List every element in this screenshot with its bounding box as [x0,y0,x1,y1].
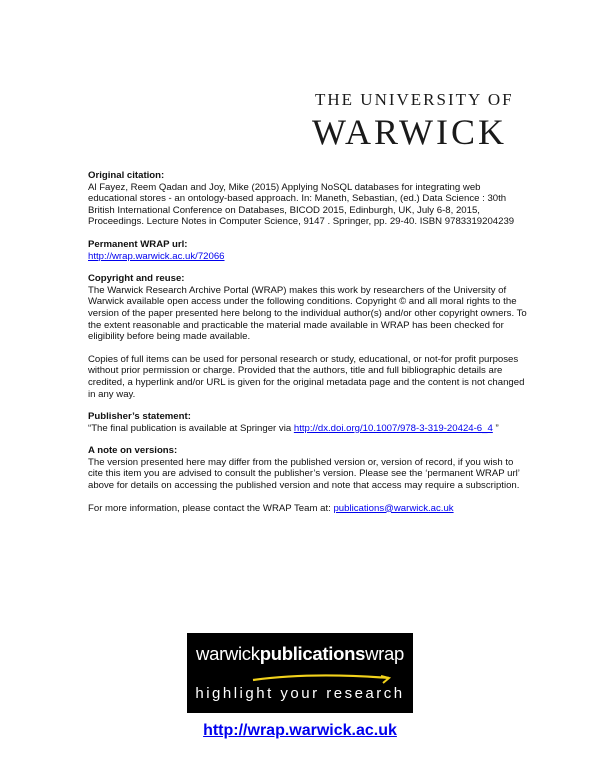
publisher-statement-text [88,423,528,435]
wrap-banner-logo [187,633,413,713]
permanent-url-title: Permanent WRAP url: [88,238,188,250]
contact-text [88,503,528,515]
banner-title-part3: wrap [365,643,404,664]
footer-wrap-link[interactable]: http://wrap.warwick.ac.uk [203,722,397,739]
copyright-title: Copyright and reuse: [88,273,185,285]
publisher-doi-link[interactable]: http://dx.doi.org/10.1007/978-3-319-20424-6_4 [293,422,493,434]
document-body [88,170,528,514]
banner-title [187,643,413,665]
citation-title: Original citation: [88,170,165,181]
logo-top-text: THE UNIVERSITY OF [315,90,514,109]
logo-main-text: WARWICK [312,112,507,152]
publisher-statement-title: Publisher’s statement: [88,411,191,423]
banner-tagline: highlight your research [195,685,405,702]
versions-note-text: The version presented here may differ from the published version or, version of record, if you wish to cite this item you are advised to consult the publisher’s version. Please see the ‘permanent WRAP url’ above for details on accessing the published version and note that access may require a subscription. [88,456,520,492]
banner-title-part2: publications [259,643,366,664]
university-logo [312,90,522,151]
copyright-paragraph-1: The Warwick Research Archive Portal (WRAP) makes this work by researchers of the University of Warwick available open access under the following conditions. Copyright © and all moral rights to the version of the paper presented here belong to the individual author(s) and/or other copyright owners. To the extent reasonable and practicable the material made available in WRAP has been checked for eligibility before being made available. [88,284,527,343]
footer [0,722,600,740]
copyright-paragraph-2: Copies of full items can be used for personal research or study, educational, or not-for profit purposes without prior permission or charge. Provided that the authors, title and full bibliographic details are credited, a hyperlink and/or URL is given for the original metadata page and the content is not changed in any way. [88,353,525,400]
publisher-statement-prefix: “The final publication is available at Springer via [88,422,294,434]
contact-prefix: For more information, please contact the WRAP Team at: [88,502,334,514]
publisher-statement-suffix: ” [492,422,499,434]
banner-title-part1: warwick [196,643,260,664]
citation-text: Al Fayez, Reem Qadan and Joy, Mike (2015) Applying NoSQL databases for integrating web educational stores - an ontology-based approach. In: Maneth, Sebastian, (ed.) Data Science : 30th British International Conference on Databases, BICOD 2015, Edinburgh, UK, July 6-8, 2015, Proceedings. Lecture Notes in Computer Science, 9147 . Springer, pp. 29-40. ISBN 9783319204239 [88,181,515,228]
versions-note-title: A note on versions: [88,445,178,457]
contact-email-link[interactable]: publications@warwick.ac.uk [333,502,454,514]
permanent-url-link[interactable]: http://wrap.warwick.ac.uk/72066 [88,250,225,262]
